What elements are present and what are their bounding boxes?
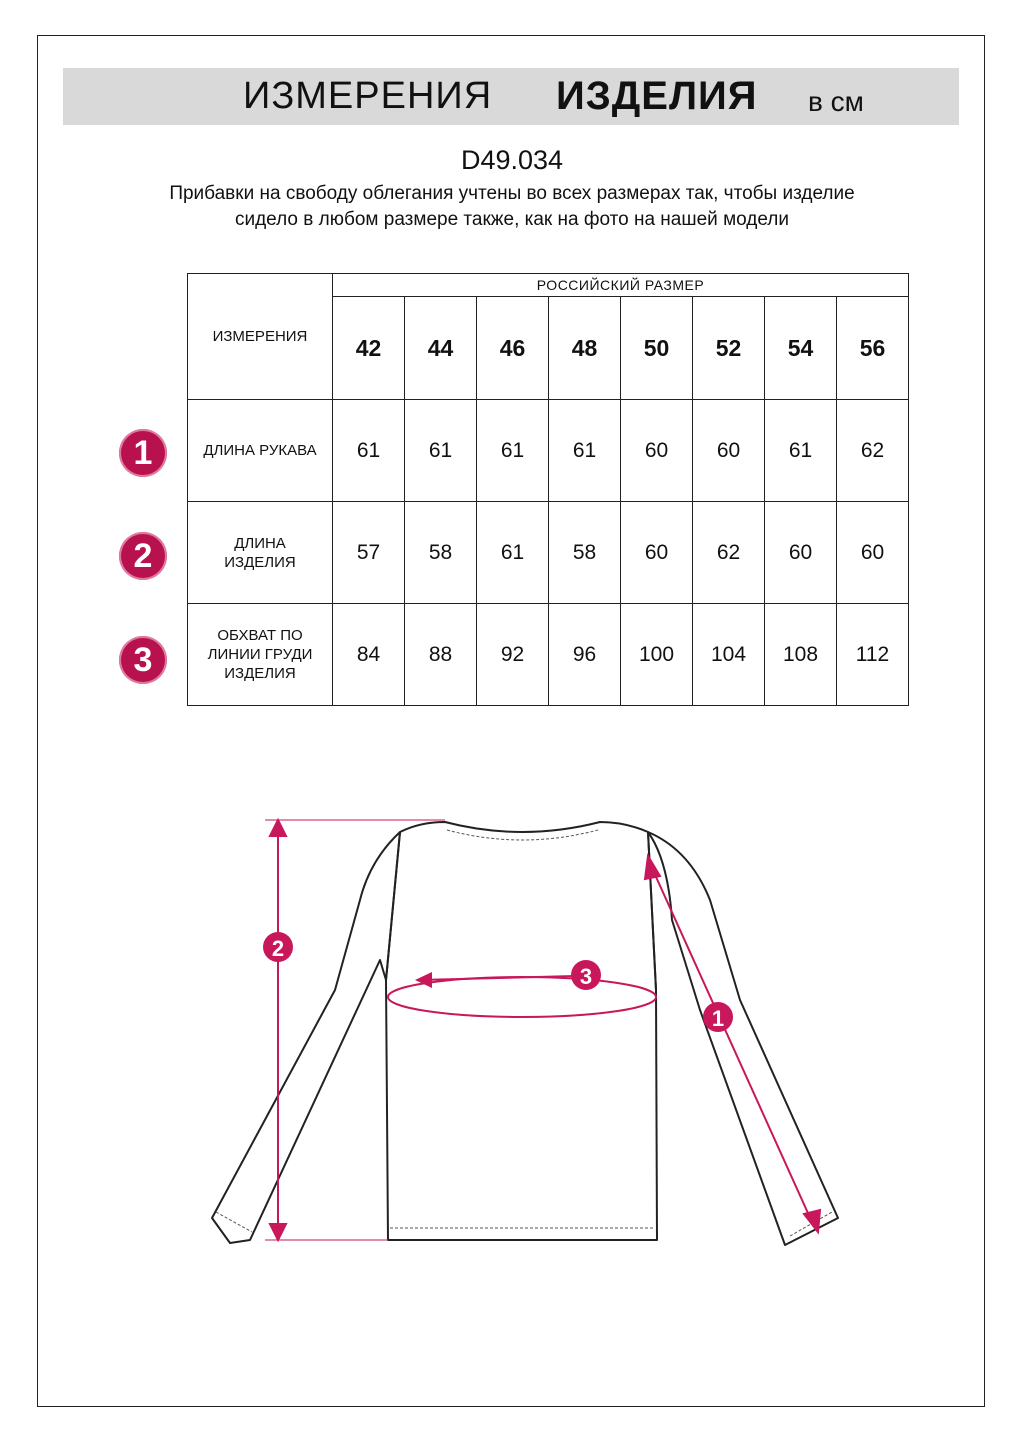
table-cell: 62	[837, 400, 909, 502]
length-measure	[265, 820, 445, 1240]
sleeve-measure	[645, 856, 820, 1232]
fit-note: Прибавки на свободу облегания учтены во всех размерах так, чтобы изделие сидело в любом размере также, как на фото на нашей модели	[169, 183, 855, 230]
table-cell: 60	[693, 400, 765, 502]
unit-label: в см	[808, 86, 864, 117]
table-cell: 61	[765, 400, 837, 502]
table-cell: 61	[477, 502, 549, 604]
table-cell: 60	[621, 400, 693, 502]
table-cell: 61	[477, 400, 549, 502]
table-cell: 61	[549, 400, 621, 502]
table-cell: 104	[693, 604, 765, 706]
row-label: ДЛИНА ИЗДЕЛИЯ	[188, 502, 333, 604]
table-cell: 61	[405, 400, 477, 502]
table-cell: 96	[549, 604, 621, 706]
size-header: 46	[477, 297, 549, 400]
size-header: 54	[765, 297, 837, 400]
diagram-marker-3-label: 3	[579, 964, 593, 989]
table-cell: 58	[405, 502, 477, 604]
table-cell: 92	[477, 604, 549, 706]
table-cell: 100	[621, 604, 693, 706]
table-cell: 57	[333, 502, 405, 604]
table-cell: 58	[549, 502, 621, 604]
measurement-badge-2: 2	[119, 532, 167, 580]
chest-arrow-head	[415, 972, 432, 988]
stitch-lines	[216, 830, 832, 1236]
size-header: 42	[333, 297, 405, 400]
diagram-marker-1-label: 1	[711, 1006, 725, 1031]
table-cell: 62	[693, 502, 765, 604]
table-cell: 84	[333, 604, 405, 706]
size-system-header: РОССИЙСКИЙ РАЗМЕР	[333, 274, 909, 297]
table-cell: 60	[621, 502, 693, 604]
measurements-header: ИЗМЕРЕНИЯ	[188, 274, 333, 400]
row-label: ДЛИНА РУКАВА	[188, 400, 333, 502]
table-cell: 60	[765, 502, 837, 604]
size-header: 52	[693, 297, 765, 400]
table-cell: 88	[405, 604, 477, 706]
title-part1: ИЗМЕРЕНИЯ	[243, 75, 493, 117]
table-cell: 112	[837, 604, 909, 706]
diagram-marker-2-label: 2	[271, 936, 285, 961]
title-part2: ИЗДЕЛИЯ	[556, 74, 758, 118]
table-cell: 108	[765, 604, 837, 706]
size-header: 44	[405, 297, 477, 400]
size-header: 56	[837, 297, 909, 400]
sweater-outline	[212, 822, 838, 1245]
measurement-badge-1: 1	[119, 429, 167, 477]
table-cell: 61	[333, 400, 405, 502]
size-header: 48	[549, 297, 621, 400]
article-code: D49.034	[460, 145, 564, 175]
row-label: ОБХВАТ ПО ЛИНИИ ГРУДИ ИЗДЕЛИЯ	[188, 604, 333, 706]
table-cell: 60	[837, 502, 909, 604]
measurement-badge-3: 3	[119, 636, 167, 684]
size-header: 50	[621, 297, 693, 400]
